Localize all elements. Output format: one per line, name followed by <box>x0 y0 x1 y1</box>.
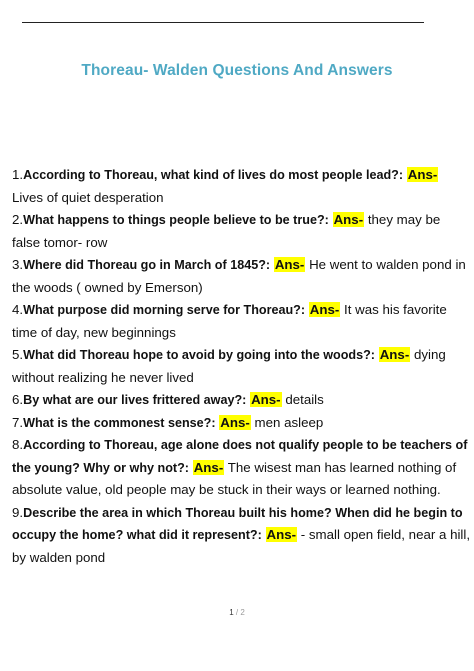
answer-label: Ans- <box>266 527 297 542</box>
question-text: According to Thoreau, what kind of lives do most people lead?: <box>23 168 404 182</box>
answer-text: The wisest man has learned nothing of absolute value, old people may be stuck in their ways or learned nothing. <box>12 459 457 497</box>
answer-text: details <box>285 392 324 407</box>
answer-text: - small open field, near a hill, by walden pond <box>12 527 471 565</box>
answer-label: Ans- <box>333 212 364 227</box>
qa-item <box>12 209 472 254</box>
qa-item <box>12 344 472 389</box>
question-number: 2. <box>12 212 24 227</box>
question-text: What did Thoreau hope to avoid by going into the woods?: <box>23 348 375 362</box>
top-rule <box>22 22 424 23</box>
question-text: Where did Thoreau go in March of 1845?: <box>23 258 271 272</box>
question-text: What happens to things people believe to be true?: <box>23 213 329 227</box>
answer-label: Ans- <box>251 392 281 407</box>
qa-item <box>12 389 472 412</box>
answer-text: It was his favorite time of day, new beginnings <box>12 302 447 340</box>
answer-text: men asleep <box>254 414 324 430</box>
page-number <box>0 608 474 617</box>
qa-item <box>12 164 472 209</box>
question-text: Describe the area in which Thoreau built his home? When did he begin to occupy the home? what did it represent?: <box>12 505 463 542</box>
answer-label: Ans- <box>220 414 250 430</box>
qa-item <box>12 434 472 502</box>
qa-item <box>12 502 472 570</box>
question-text: According to Thoreau, age alone does not qualify people to be teachers of the young? Why or why not?: <box>12 438 468 475</box>
question-number: 8. <box>12 437 24 452</box>
page-total: / 2 <box>235 608 245 617</box>
question-number: 5. <box>12 347 24 362</box>
qa-list <box>12 164 472 569</box>
question-number: 7. <box>12 414 24 430</box>
question-text: What is the commonest sense?: <box>23 415 216 430</box>
question-number: 1. <box>12 167 24 182</box>
question-number: 9. <box>12 504 24 520</box>
qa-item <box>12 299 472 344</box>
document-title: Thoreau- Walden Questions And Answers <box>81 62 393 79</box>
answer-text: they may be false tomor- row <box>12 212 441 250</box>
question-number: 4. <box>12 302 24 317</box>
question-number: 6. <box>12 392 24 407</box>
question-text: What purpose did morning serve for Thoreau?: <box>23 303 306 317</box>
answer-label: Ans- <box>193 459 224 475</box>
question-number: 3. <box>12 257 24 272</box>
page-current: 1 <box>229 608 234 617</box>
answer-label: Ans- <box>379 347 410 362</box>
answer-text: dying without realizing he never lived <box>12 347 446 385</box>
answer-text: Lives of quiet desperation <box>12 189 164 205</box>
answer-text: He went to walden pond in the woods ( owned by Emerson) <box>12 257 466 295</box>
answer-label: Ans- <box>407 167 438 182</box>
qa-item <box>12 412 472 435</box>
question-text: By what are our lives frittered away?: <box>23 393 247 407</box>
answer-label: Ans- <box>274 257 305 272</box>
qa-item <box>12 254 472 299</box>
answer-label: Ans- <box>309 302 340 317</box>
